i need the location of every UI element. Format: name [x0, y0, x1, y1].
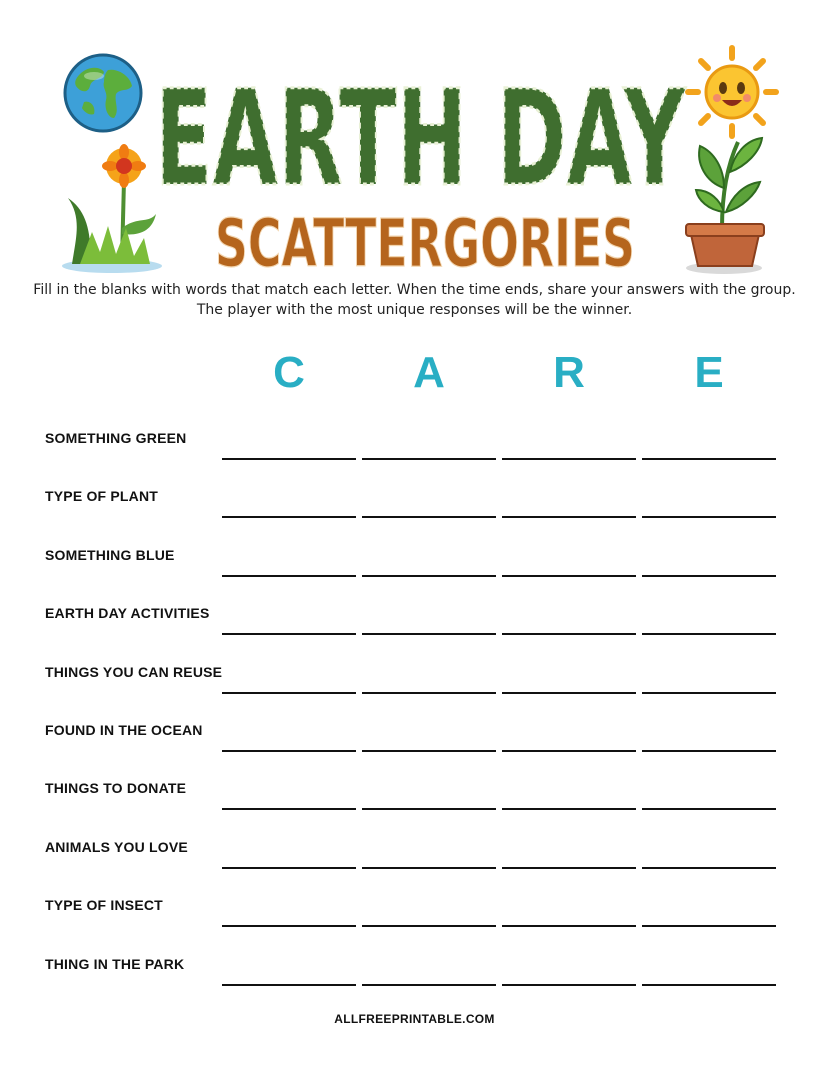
answer-blank-a[interactable]	[362, 808, 496, 810]
answer-blank-c[interactable]	[222, 692, 356, 694]
answer-blank-a[interactable]	[362, 458, 496, 460]
answer-blank-a[interactable]	[362, 984, 496, 986]
answer-blank-a[interactable]	[362, 925, 496, 927]
answer-blank-c[interactable]	[222, 867, 356, 869]
answer-blank-r[interactable]	[502, 925, 636, 927]
category-label: FOUND IN THE OCEAN	[45, 722, 203, 738]
instructions	[20, 280, 809, 320]
sun-icon	[684, 44, 780, 140]
answer-blank-r[interactable]	[502, 984, 636, 986]
category-label: THINGS YOU CAN REUSE	[45, 664, 223, 680]
letter-c: C	[273, 348, 305, 397]
answer-blank-r[interactable]	[502, 808, 636, 810]
letter-a: A	[413, 348, 445, 397]
answer-blank-c[interactable]	[222, 925, 356, 927]
answer-blank-c[interactable]	[222, 633, 356, 635]
category-row	[0, 897, 829, 937]
answer-blank-a[interactable]	[362, 867, 496, 869]
answer-blank-a[interactable]	[362, 692, 496, 694]
title-text: EARTH DAY	[155, 62, 686, 216]
answer-blank-a[interactable]	[362, 575, 496, 577]
answer-blank-e[interactable]	[642, 867, 776, 869]
category-row	[0, 547, 829, 587]
answer-blank-c[interactable]	[222, 458, 356, 460]
answer-blank-r[interactable]	[502, 458, 636, 460]
category-row	[0, 722, 829, 762]
answer-blank-e[interactable]	[642, 575, 776, 577]
page-subtitle	[210, 200, 640, 282]
answer-blank-c[interactable]	[222, 984, 356, 986]
answer-blank-e[interactable]	[642, 808, 776, 810]
category-label: EARTH DAY ACTIVITIES	[45, 605, 210, 621]
globe-icon	[62, 52, 144, 134]
potted-plant-icon	[676, 128, 776, 276]
letter-e: E	[694, 348, 724, 397]
answer-blank-r[interactable]	[502, 867, 636, 869]
category-row	[0, 488, 829, 528]
answer-blank-e[interactable]	[642, 925, 776, 927]
footer-site: ALLFREEPRINTABLE.COM	[334, 1012, 495, 1026]
category-label: SOMETHING GREEN	[45, 430, 187, 446]
answer-blank-e[interactable]	[642, 458, 776, 460]
answer-blank-e[interactable]	[642, 633, 776, 635]
letter-header	[0, 346, 829, 400]
category-row	[0, 780, 829, 820]
answer-blank-c[interactable]	[222, 808, 356, 810]
category-label: TYPE OF INSECT	[45, 897, 163, 913]
answer-blank-r[interactable]	[502, 633, 636, 635]
category-label: ANIMALS YOU LOVE	[45, 839, 188, 855]
answer-blank-a[interactable]	[362, 516, 496, 518]
category-label: TYPE OF PLANT	[45, 488, 159, 504]
subtitle-text: SCATTERGORIES	[215, 205, 635, 282]
answer-blank-c[interactable]	[222, 516, 356, 518]
answer-blank-a[interactable]	[362, 633, 496, 635]
header	[0, 0, 829, 318]
answer-blank-c[interactable]	[222, 750, 356, 752]
answer-blank-e[interactable]	[642, 750, 776, 752]
category-label: SOMETHING BLUE	[45, 547, 175, 563]
category-row	[0, 956, 829, 996]
category-row	[0, 605, 829, 645]
answer-blank-e[interactable]	[642, 516, 776, 518]
answer-blank-r[interactable]	[502, 575, 636, 577]
category-label: THINGS TO DONATE	[45, 780, 187, 796]
answer-blank-r[interactable]	[502, 516, 636, 518]
answer-blank-r[interactable]	[502, 750, 636, 752]
category-row	[0, 430, 829, 470]
category-label: THING IN THE PARK	[45, 956, 185, 972]
answer-blank-e[interactable]	[642, 984, 776, 986]
answer-blank-a[interactable]	[362, 750, 496, 752]
answer-blank-r[interactable]	[502, 692, 636, 694]
page-title	[150, 62, 690, 216]
answer-blank-c[interactable]	[222, 575, 356, 577]
letter-r: R	[553, 348, 585, 397]
category-row	[0, 839, 829, 879]
instructions-line-2: The player with the most unique responses will be the winner.	[196, 302, 633, 318]
category-row	[0, 664, 829, 704]
answer-blank-e[interactable]	[642, 692, 776, 694]
instructions-line-1: Fill in the blanks with words that match each letter. When the time ends, share your answers with the group.	[33, 282, 796, 298]
